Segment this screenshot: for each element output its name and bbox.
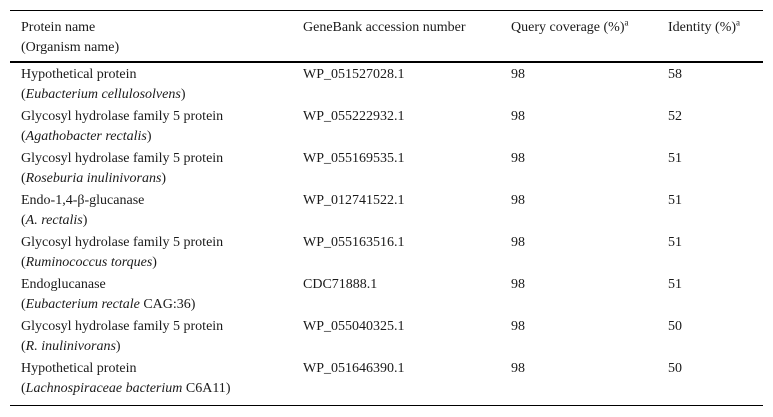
header-accession: GeneBank accession number	[303, 20, 466, 35]
organism-name: (Eubacterium cellulosolvens)	[21, 87, 186, 102]
header-protein-label: Protein name	[21, 20, 96, 35]
organism-name: (Ruminococcus torques)	[21, 255, 157, 270]
organism-species: R. inulinivorans	[25, 339, 116, 354]
identity-percent: 51	[668, 277, 682, 292]
organism-name: (A. rectalis)	[21, 213, 88, 228]
query-coverage: 98	[511, 67, 525, 82]
protein-name: Glycosyl hydrolase family 5 protein	[21, 151, 224, 166]
identity-percent: 51	[668, 151, 682, 166]
query-coverage: 98	[511, 277, 525, 292]
organism-name: (Eubacterium rectale CAG:36)	[21, 297, 196, 312]
identity-percent: 51	[668, 193, 682, 208]
organism-species: Roseburia inulinivorans	[25, 171, 162, 186]
table-row-protein-cell	[21, 191, 144, 231]
organism-species: Eubacterium rectale	[25, 297, 140, 312]
organism-species: Lachnospiraceae bacterium	[25, 381, 183, 396]
table-row-protein-cell	[21, 107, 223, 147]
protein-name: Glycosyl hydrolase family 5 protein	[21, 235, 224, 250]
organism-name: (Agathobacter rectalis)	[21, 129, 152, 144]
organism-name: (Lachnospiraceae bacterium C6A11)	[21, 381, 231, 396]
table-header-rule	[10, 61, 763, 63]
protein-name: Endoglucanase	[21, 277, 106, 292]
header-identity-label: Identity (%)	[668, 20, 737, 35]
query-coverage: 98	[511, 109, 525, 124]
protein-name: Glycosyl hydrolase family 5 protein	[21, 109, 224, 124]
protein-name: Glycosyl hydrolase family 5 protein	[21, 319, 224, 334]
table-row-protein-cell	[21, 317, 223, 357]
accession-number: WP_012741522.1	[303, 193, 405, 208]
table-row-protein-cell	[21, 359, 230, 399]
accession-number: WP_055169535.1	[303, 151, 405, 166]
accession-number: WP_055040325.1	[303, 319, 405, 334]
table-bottom-rule	[10, 405, 763, 406]
organism-species: Agathobacter rectalis	[25, 129, 147, 144]
identity-percent: 52	[668, 109, 682, 124]
protein-name: Hypothetical protein	[21, 361, 137, 376]
accession-number: WP_051527028.1	[303, 67, 405, 82]
protein-name: Hypothetical protein	[21, 67, 137, 82]
accession-number: WP_055222932.1	[303, 109, 405, 124]
query-coverage: 98	[511, 193, 525, 208]
organism-species: A. rectalis	[25, 213, 83, 228]
table-row-protein-cell	[21, 65, 185, 105]
header-identity	[668, 18, 740, 38]
identity-percent: 58	[668, 67, 682, 82]
header-coverage	[511, 18, 629, 38]
header-identity-footnote: a	[736, 17, 741, 28]
table-top-rule	[10, 10, 763, 11]
identity-percent: 50	[668, 319, 682, 334]
organism-strain: CAG:36	[139, 297, 191, 312]
query-coverage: 98	[511, 361, 525, 376]
header-protein-name	[21, 18, 119, 58]
header-coverage-label: Query coverage (%)	[511, 20, 625, 35]
identity-percent: 51	[668, 235, 682, 250]
query-coverage: 98	[511, 151, 525, 166]
header-coverage-footnote: a	[624, 17, 629, 28]
query-coverage: 98	[511, 235, 525, 250]
table-row-protein-cell	[21, 149, 223, 189]
organism-species: Ruminococcus torques	[25, 255, 153, 270]
identity-percent: 50	[668, 361, 682, 376]
organism-name: (Roseburia inulinivorans)	[21, 171, 167, 186]
table-row-protein-cell	[21, 275, 195, 315]
table-row-protein-cell	[21, 233, 223, 273]
organism-species: Eubacterium cellulosolvens	[25, 87, 181, 102]
header-organism-label: (Organism name)	[21, 40, 120, 55]
organism-strain: C6A11	[182, 381, 226, 396]
accession-number: WP_055163516.1	[303, 235, 405, 250]
organism-name: (R. inulinivorans)	[21, 339, 121, 354]
protein-name: Endo-1,4-β-glucanase	[21, 193, 145, 208]
query-coverage: 98	[511, 319, 525, 334]
accession-number: WP_051646390.1	[303, 361, 405, 376]
accession-number: CDC71888.1	[303, 277, 378, 292]
